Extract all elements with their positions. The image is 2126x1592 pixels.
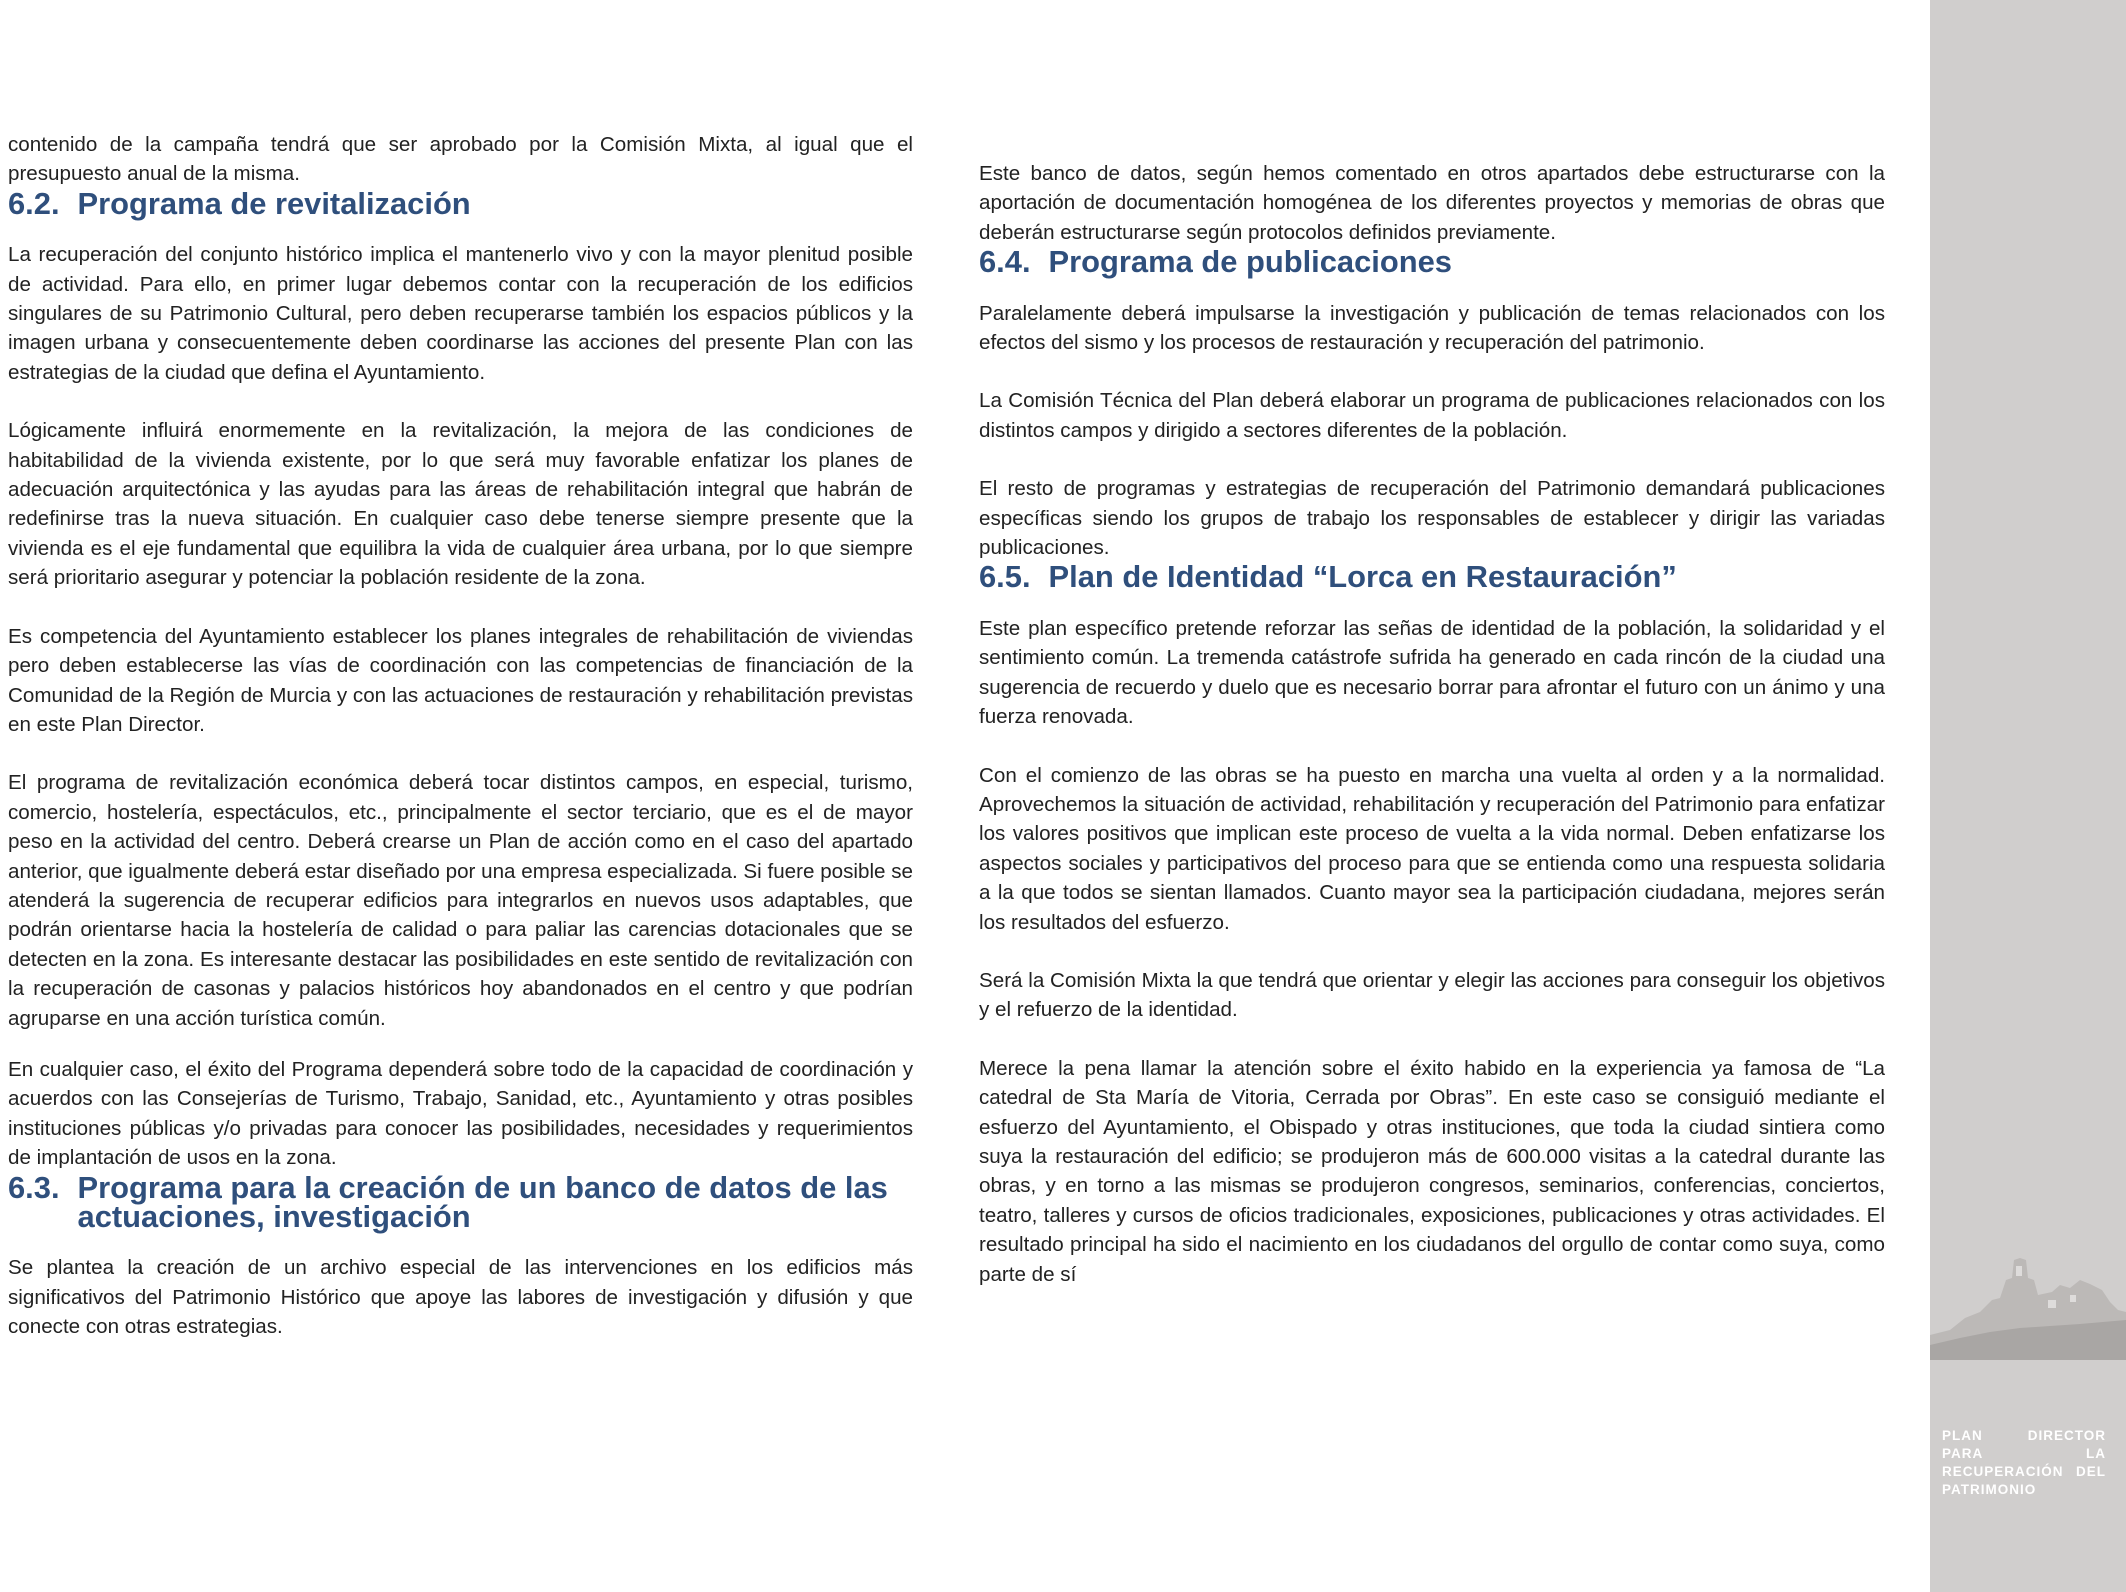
section-number: 6.3. bbox=[8, 1169, 60, 1205]
paragraph: Se plantea la creación de un archivo especial de las intervenciones en los edificios más significativos del Patrimonio Histórico que apoye las labores de investigación y difusión y que conecte con otras estrategias. bbox=[8, 1256, 913, 1339]
section-number: 6.4. bbox=[979, 244, 1031, 280]
section-6-5-heading bbox=[979, 559, 1885, 595]
paragraph: Este banco de datos, según hemos comentado en otros apartados debe estructurarse con la aportación de documentación homogénea de los diferentes proyectos y memorias de obras que deberán estructurarse según protocolos definidos previamente. bbox=[979, 162, 1885, 244]
paragraph: Este plan específico pretende reforzar las señas de identidad de la población, la solidaridad y el sentimiento común. La tremenda catástrofe sufrida ha generado en cada rincón de la ciudad una sugerencia de recuerdo y duelo que es necesario borrar para afrontar el futuro con un ánimo y una fuerza renovada. bbox=[979, 616, 1885, 729]
document-brand bbox=[1942, 1427, 2106, 1499]
left-column bbox=[8, 130, 913, 1342]
paragraph: La Comisión Técnica del Plan deberá elaborar un programa de publicaciones relacionados con los distintos campos y dirigido a sectores diferentes de la población. bbox=[979, 389, 1885, 442]
paragraph: Lógicamente influirá enormemente en la revitalización, la mejora de las condiciones de habitabilidad de la vivienda existente, por lo que será muy favorable enfatizar los planes de adecuación arquitectónica y las ayudas para las áreas de rehabilitación integral que habrán de redefinirse tras la nueva situación. En cualquier caso debe tenerse siempre presente que la vivienda es el eje fundamental que equilibra la vida de cualquier área urbana, por lo que siempre será prioritario asegurar y potenciar la población residente de la zona. bbox=[8, 419, 913, 590]
paragraph: El programa de revitalización económica deberá tocar distintos campos, en especial, turismo, comercio, hostelería, espectáculos, etc., principalmente el sector terciario, que es el de mayor peso en la actividad del centro. Deberá crearse un Plan de acción como en el caso del apartado anterior, que igualmente deberá estar diseñado por una empresa especializada. Si fuere posible se atenderá la sugerencia de recuperar edificios para integrarlos en nuevos usos adaptables, que podrán orientarse hacia la hostelería de calidad o para paliar las carencias dotacionales que se detecten en la zona. Es interesante destacar las posibilidades en este sentido de revitalización con la recuperación de casonas y palacios históricos hoy abandonados en el centro y que podrían agruparse en una acción turística común. bbox=[8, 771, 913, 1030]
section-number: 6.2. bbox=[8, 185, 60, 221]
section-6-3-heading bbox=[8, 1169, 913, 1234]
section-title: Programa de publicaciones bbox=[1048, 244, 1452, 280]
section-title: Programa de revitalización bbox=[77, 185, 471, 221]
intro-paragraph: contenido de la campaña tendrá que ser aprobado por la Comisión Mixta, al igual que el presupuesto anual de la misma. bbox=[8, 133, 913, 186]
paragraph: Con el comienzo de las obras se ha puesto en marcha una vuelta al orden y a la normalidad. Aprovechemos la situación de actividad, rehabilitación y recuperación del Patrimonio para enfatizar los valores positivos que implican este proceso de vuelta a la vida normal. Deben enfatizarse los aspectos sociales y participativos del proceso para que se entienda como una respuesta solidaria a la que todos se sientan llamados. Cuanto mayor sea la participación ciudadana, mejores serán los resultados del esfuerzo. bbox=[979, 763, 1885, 934]
brand-line: PARA LA bbox=[1942, 1446, 2106, 1461]
section-number: 6.5. bbox=[979, 559, 1031, 595]
brand-line: RECUPERACIÓN DEL bbox=[1942, 1464, 2106, 1479]
section-6-4-heading bbox=[979, 244, 1885, 280]
paragraph: La recuperación del conjunto histórico implica el mantenerlo vivo y con la mayor plenitud posible de actividad. Para ello, en primer lugar debemos contar con la recuperación de los edificios singulares de su Patrimonio Cultural, pero deben recuperarse también los espacios públicos y la imagen urbana y consecuentemente deben coordinarse las acciones del presente Plan con las estrategias de la ciudad que defina el Ayuntamiento. bbox=[8, 243, 913, 384]
sidebar-band bbox=[1930, 0, 2126, 1592]
brand-line: PLAN DIRECTOR bbox=[1942, 1428, 2106, 1443]
section-title: Programa para la creación de un banco de datos de las actuaciones, investigación bbox=[77, 1169, 888, 1234]
section-title: Plan de Identidad “Lorca en Restauración” bbox=[1048, 559, 1677, 595]
brand-line: PATRIMONIO bbox=[1942, 1482, 2037, 1497]
right-column bbox=[979, 159, 1885, 1289]
paragraph: Es competencia del Ayuntamiento establecer los planes integrales de rehabilitación de viviendas pero deben establecerse las vías de coordinación con las competencias de financiación de la Comunidad de la Región de Murcia y con las actuaciones de restauración y rehabilitación previstas en este Plan Director. bbox=[8, 624, 913, 736]
paragraph: En cualquier caso, el éxito del Programa dependerá sobre todo de la capacidad de coordinación y acuerdos con las Consejerías de Turismo, Trabajo, Sanidad, etc., Ayuntamiento y otras posibles instituciones públicas y/o privadas para conocer las posibilidades, necesidades y requerimientos de implantación de usos en la zona. bbox=[8, 1057, 913, 1170]
castle-silhouette-icon bbox=[1930, 1240, 2126, 1360]
paragraph: Paralelamente deberá impulsarse la investigación y publicación de temas relacionados con los efectos del sismo y los procesos de restauración y recuperación del patrimonio. bbox=[979, 301, 1885, 355]
paragraph: Merece la pena llamar la atención sobre el éxito habido en la experiencia ya famosa de “La catedral de Sta María de Vitoria, Cerrada por Obras”. En este caso se consiguió mediante el esfuerzo del Ayuntamiento, el Obispado y otras instituciones, que toda la ciudad sintiera como suya la restauración del edificio; se produjeron más de 600.000 visitas a la catedral durante las obras, y en torno a las mismas se produjeron congresos, seminarios, conferencias, conciertos, teatro, talleres y cursos de oficios tradicionales, exposiciones, publicaciones y otras actividades. El resultado principal ha sido el nacimiento en los ciudadanos del orgullo de contar como suya, como parte de sí bbox=[979, 1056, 1885, 1286]
section-6-2-heading bbox=[8, 185, 913, 221]
paragraph: El resto de programas y estrategias de recuperación del Patrimonio demandará publicaciones específicas siendo los grupos de trabajo los responsables de establecer y dirigir las variadas publicaciones. bbox=[979, 477, 1885, 560]
paragraph: Será la Comisión Mixta la que tendrá que orientar y elegir las acciones para conseguir los objetivos y el refuerzo de la identidad. bbox=[979, 968, 1885, 1022]
